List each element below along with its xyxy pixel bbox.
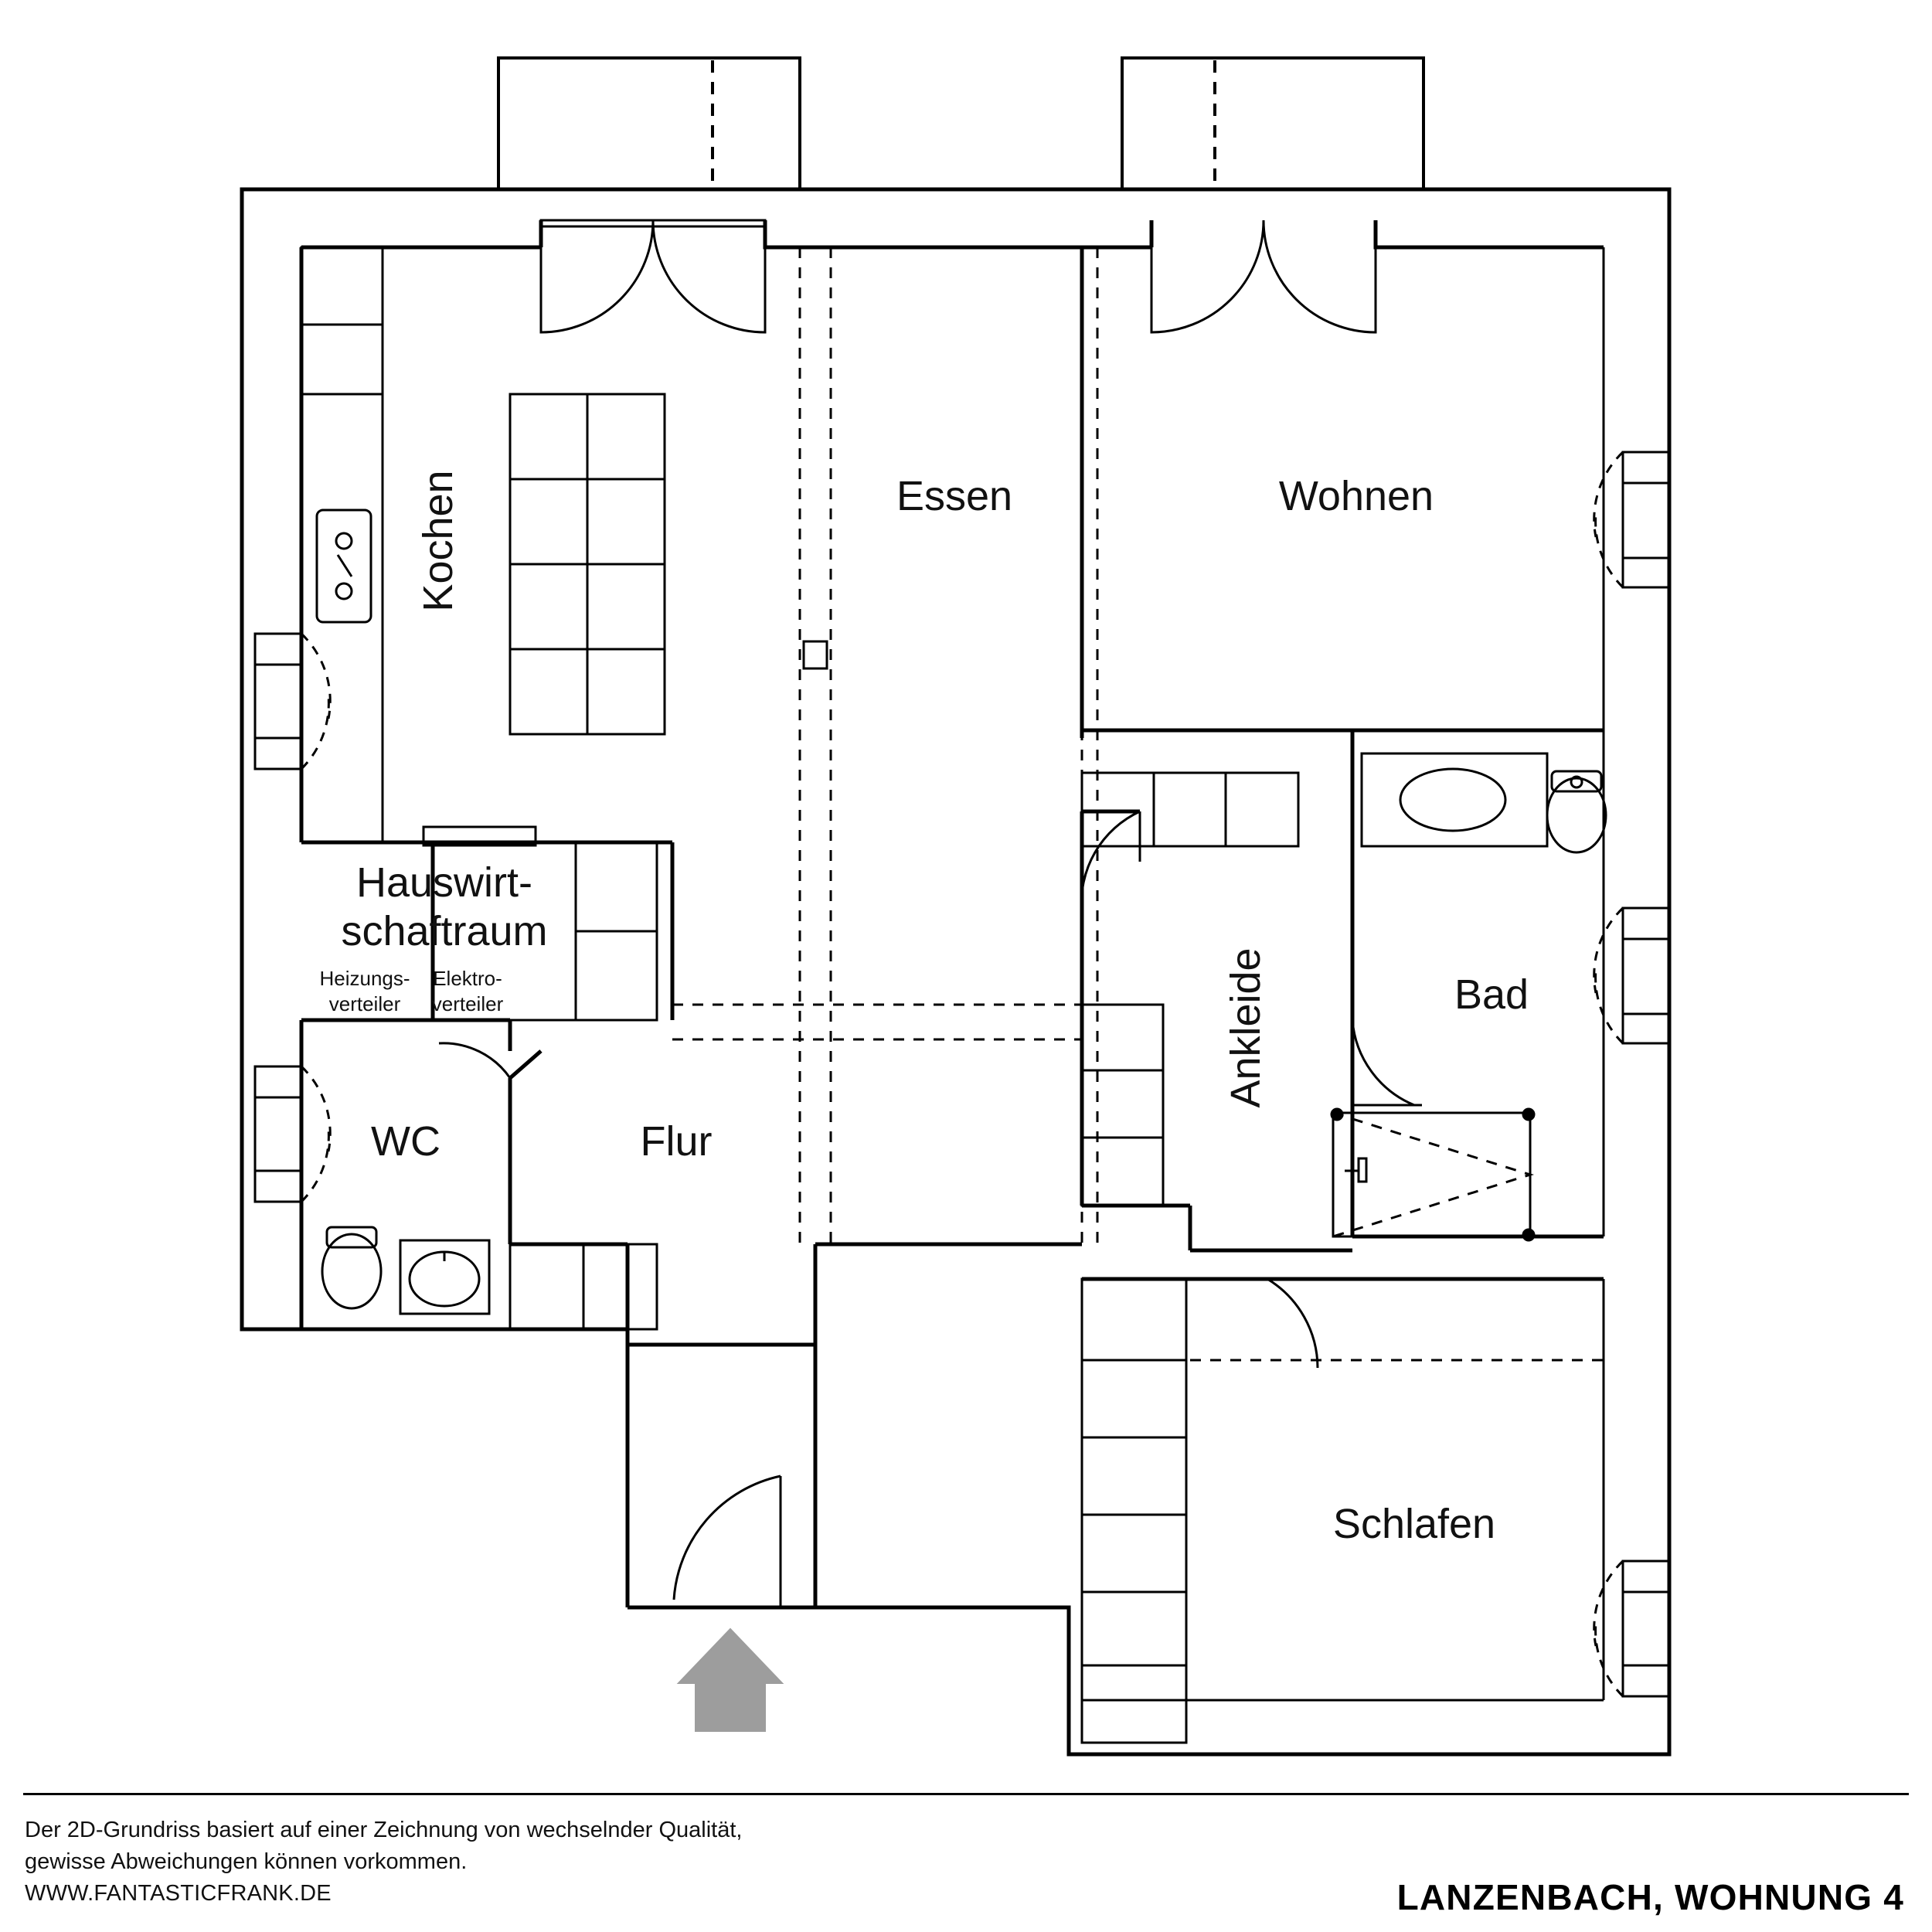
- room-label-hauswirtschaftraum-line2: schaftraum: [341, 908, 548, 954]
- annotation-elektroverteiler: [432, 967, 504, 1015]
- kitchen-fixtures: [301, 247, 665, 842]
- entrance-direction-arrow: [679, 1629, 782, 1731]
- room-label-essen: Essen: [896, 473, 1013, 519]
- footer-disclaimer: [25, 1815, 742, 1910]
- svg-text:Heizungs-: Heizungs-: [319, 967, 410, 990]
- footer-divider: [23, 1793, 1909, 1795]
- room-label-ankleide: Ankleide: [1223, 947, 1269, 1108]
- room-label-schlafen: Schlafen: [1332, 1501, 1496, 1547]
- room-label-flur: Flur: [640, 1118, 713, 1165]
- room-label-hauswirtschaftraum: [341, 859, 547, 954]
- balcony-boxes: [498, 58, 1423, 189]
- disclaimer-line-1: Der 2D-Grundriss basiert auf einer Zeichnung von wechselnder Qualität,: [25, 1818, 743, 1842]
- room-label-kochen: Kochen: [415, 470, 461, 612]
- annotation-heizungsverteiler: [319, 967, 410, 1015]
- sliding-door-dashed-lines: [672, 247, 1604, 1360]
- room-label-bad: Bad: [1454, 971, 1529, 1018]
- room-label-wc: WC: [371, 1118, 440, 1165]
- svg-text:verteiler: verteiler: [328, 992, 401, 1015]
- svg-text:Elektro-: Elektro-: [433, 967, 502, 990]
- room-label-hauswirtschaftraum-line1: Hauswirt-: [355, 859, 533, 906]
- wc-fixtures: [322, 1227, 489, 1314]
- hall-closets: [510, 1244, 657, 1329]
- svg-text:verteiler: verteiler: [431, 992, 504, 1015]
- website-url[interactable]: WWW.FANTASTICFRANK.DE: [25, 1881, 332, 1906]
- essen-switch-box: [804, 641, 827, 668]
- plan-title: LANZENBACH, WOHNUNG 4: [1396, 1877, 1904, 1917]
- room-label-wohnen: Wohnen: [1278, 473, 1434, 519]
- footer: [0, 1793, 1932, 1932]
- disclaimer-line-2: gewisse Abweichungen können vorkommen.: [25, 1849, 468, 1875]
- schlafen-wardrobe: [1082, 1279, 1186, 1743]
